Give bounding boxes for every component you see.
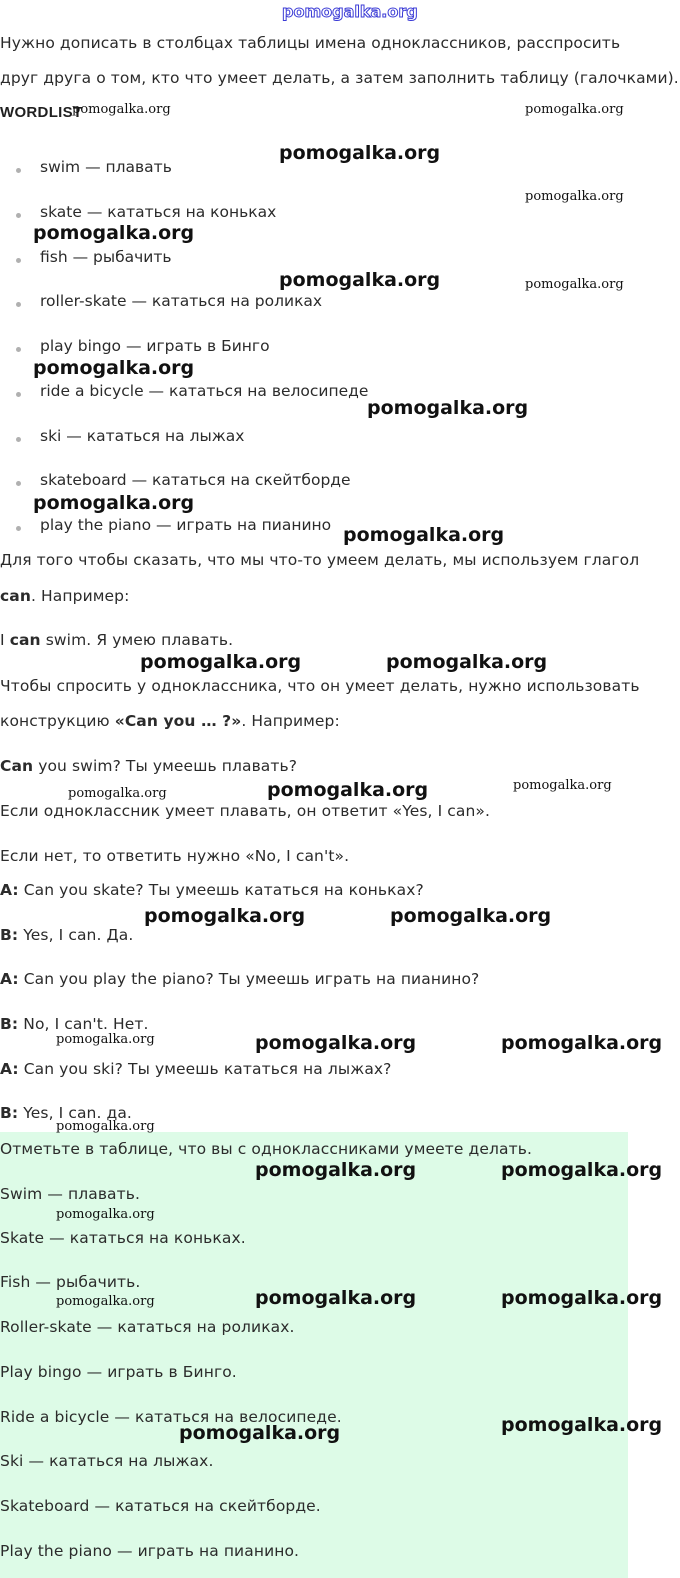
intro-line-1: Нужно дописать в столбцах таблицы имена одноклассников, расспросить [0,34,621,52]
wordlist-item: ride a bicycle — кататься на велосипеде [40,382,369,400]
answer-item: Swim — плавать. [0,1185,141,1203]
wordlist-item: roller-skate — кататься на роликах [40,292,323,310]
watermark: pomogalka.org [144,905,306,927]
watermark: pomogalka.org [501,1414,663,1436]
watermark: pomogalka.org [255,1159,417,1181]
explanation-line-4: конструкцию «Can you … ?». Например: [0,712,340,730]
dialogue-line: B: No, I can't. Нет. [0,1015,149,1033]
wordlist-item: skate — кататься на коньках [40,203,277,221]
watermark: pomogalka.org [267,779,429,801]
wordlist-item: ski — кататься на лыжах [40,427,245,445]
bullet-icon [16,437,21,442]
explanation-line-2: can. Например: [0,587,130,605]
answer-item: Ski — кататься на лыжах. [0,1452,214,1470]
watermark: pomogalka.org [501,1287,663,1309]
wordlist-title: WORDLIST [0,104,83,121]
bullet-icon [16,302,21,307]
answer-item: Fish — рыбачить. [0,1273,141,1291]
watermark-top: pomogalka.org [282,2,418,21]
explanation-line-1: Для того чтобы сказать, что мы что-то умеем делать, мы используем глагол [0,551,640,569]
wordlist-item: play bingo — играть в Бинго [40,337,270,355]
wordlist-item: swim — плавать [40,158,172,176]
watermark: pomogalka.org [279,142,441,164]
watermark: pomogalka.org [33,492,195,514]
answer-item: Skate — кататься на коньках. [0,1229,246,1247]
watermark: pomogalka.org [501,1159,663,1181]
watermark: pomogalka.org [68,786,167,801]
answer-item: Play bingo — играть в Бинго. [0,1363,237,1381]
answer-item: Play the piano — играть на пианино. [0,1542,300,1560]
watermark: pomogalka.org [255,1032,417,1054]
watermark: pomogalka.org [255,1287,417,1309]
bullet-icon [16,168,21,173]
watermark: pomogalka.org [525,277,624,292]
dialogue-line: A: Can you play the piano? Ты умеешь играть на пианино? [0,970,480,988]
watermark: pomogalka.org [179,1422,341,1444]
bullet-icon [16,258,21,263]
watermark: pomogalka.org [279,269,441,291]
answer-item: Skateboard — кататься на скейтборде. [0,1497,321,1515]
dialogue-line: A: Can you ski? Ты умеешь кататься на лыжах? [0,1060,392,1078]
watermark: pomogalka.org [501,1032,663,1054]
bullet-icon [16,347,21,352]
example-can-you-swim: Can you swim? Ты умеешь плавать? [0,757,298,775]
watermark: pomogalka.org [367,397,529,419]
watermark: pomogalka.org [513,778,612,793]
explanation-line-5: Если одноклассник умеет плавать, он ответит «Yes, I can». [0,802,491,820]
watermark: pomogalka.org [140,651,302,673]
watermark: pomogalka.org [33,222,195,244]
watermark: pomogalka.org [525,102,624,117]
explanation-line-3: Чтобы спросить у одноклассника, что он умеет делать, нужно использовать [0,677,640,695]
example-can-swim: I can swim. Я умею плавать. [0,631,234,649]
dialogue-line: A: Can you skate? Ты умеешь кататься на коньках? [0,881,424,899]
bullet-icon [16,213,21,218]
watermark: pomogalka.org [72,102,171,117]
dialogue-line: B: Yes, I can. Да. [0,926,134,944]
watermark: pomogalka.org [390,905,552,927]
watermark: pomogalka.org [56,1207,155,1222]
bullet-icon [16,392,21,397]
dialogue-line: B: Yes, I can. да. [0,1104,132,1122]
watermark: pomogalka.org [56,1119,155,1134]
bullet-icon [16,526,21,531]
watermark: pomogalka.org [33,357,195,379]
answer-item: Ride a bicycle — кататься на велосипеде. [0,1408,342,1426]
explanation-line-6: Если нет, то ответить нужно «No, I can't». [0,847,350,865]
watermark: pomogalka.org [386,651,548,673]
watermark: pomogalka.org [56,1032,155,1047]
answer-item: Roller-skate — кататься на роликах. [0,1318,295,1336]
watermark: pomogalka.org [343,524,505,546]
watermark: pomogalka.org [525,189,624,204]
watermark: pomogalka.org [56,1294,155,1309]
wordlist-item: play the piano — играть на пианино [40,516,332,534]
wordlist-item: skateboard — кататься на скейтборде [40,471,351,489]
bullet-icon [16,481,21,486]
answer-intro: Отметьте в таблице, что вы с одноклассниками умеете делать. [0,1140,532,1158]
wordlist-item: fish — рыбачить [40,248,172,266]
intro-line-2: друг друга о том, кто что умеет делать, а затем заполнить таблицу (галочками). [0,69,679,87]
